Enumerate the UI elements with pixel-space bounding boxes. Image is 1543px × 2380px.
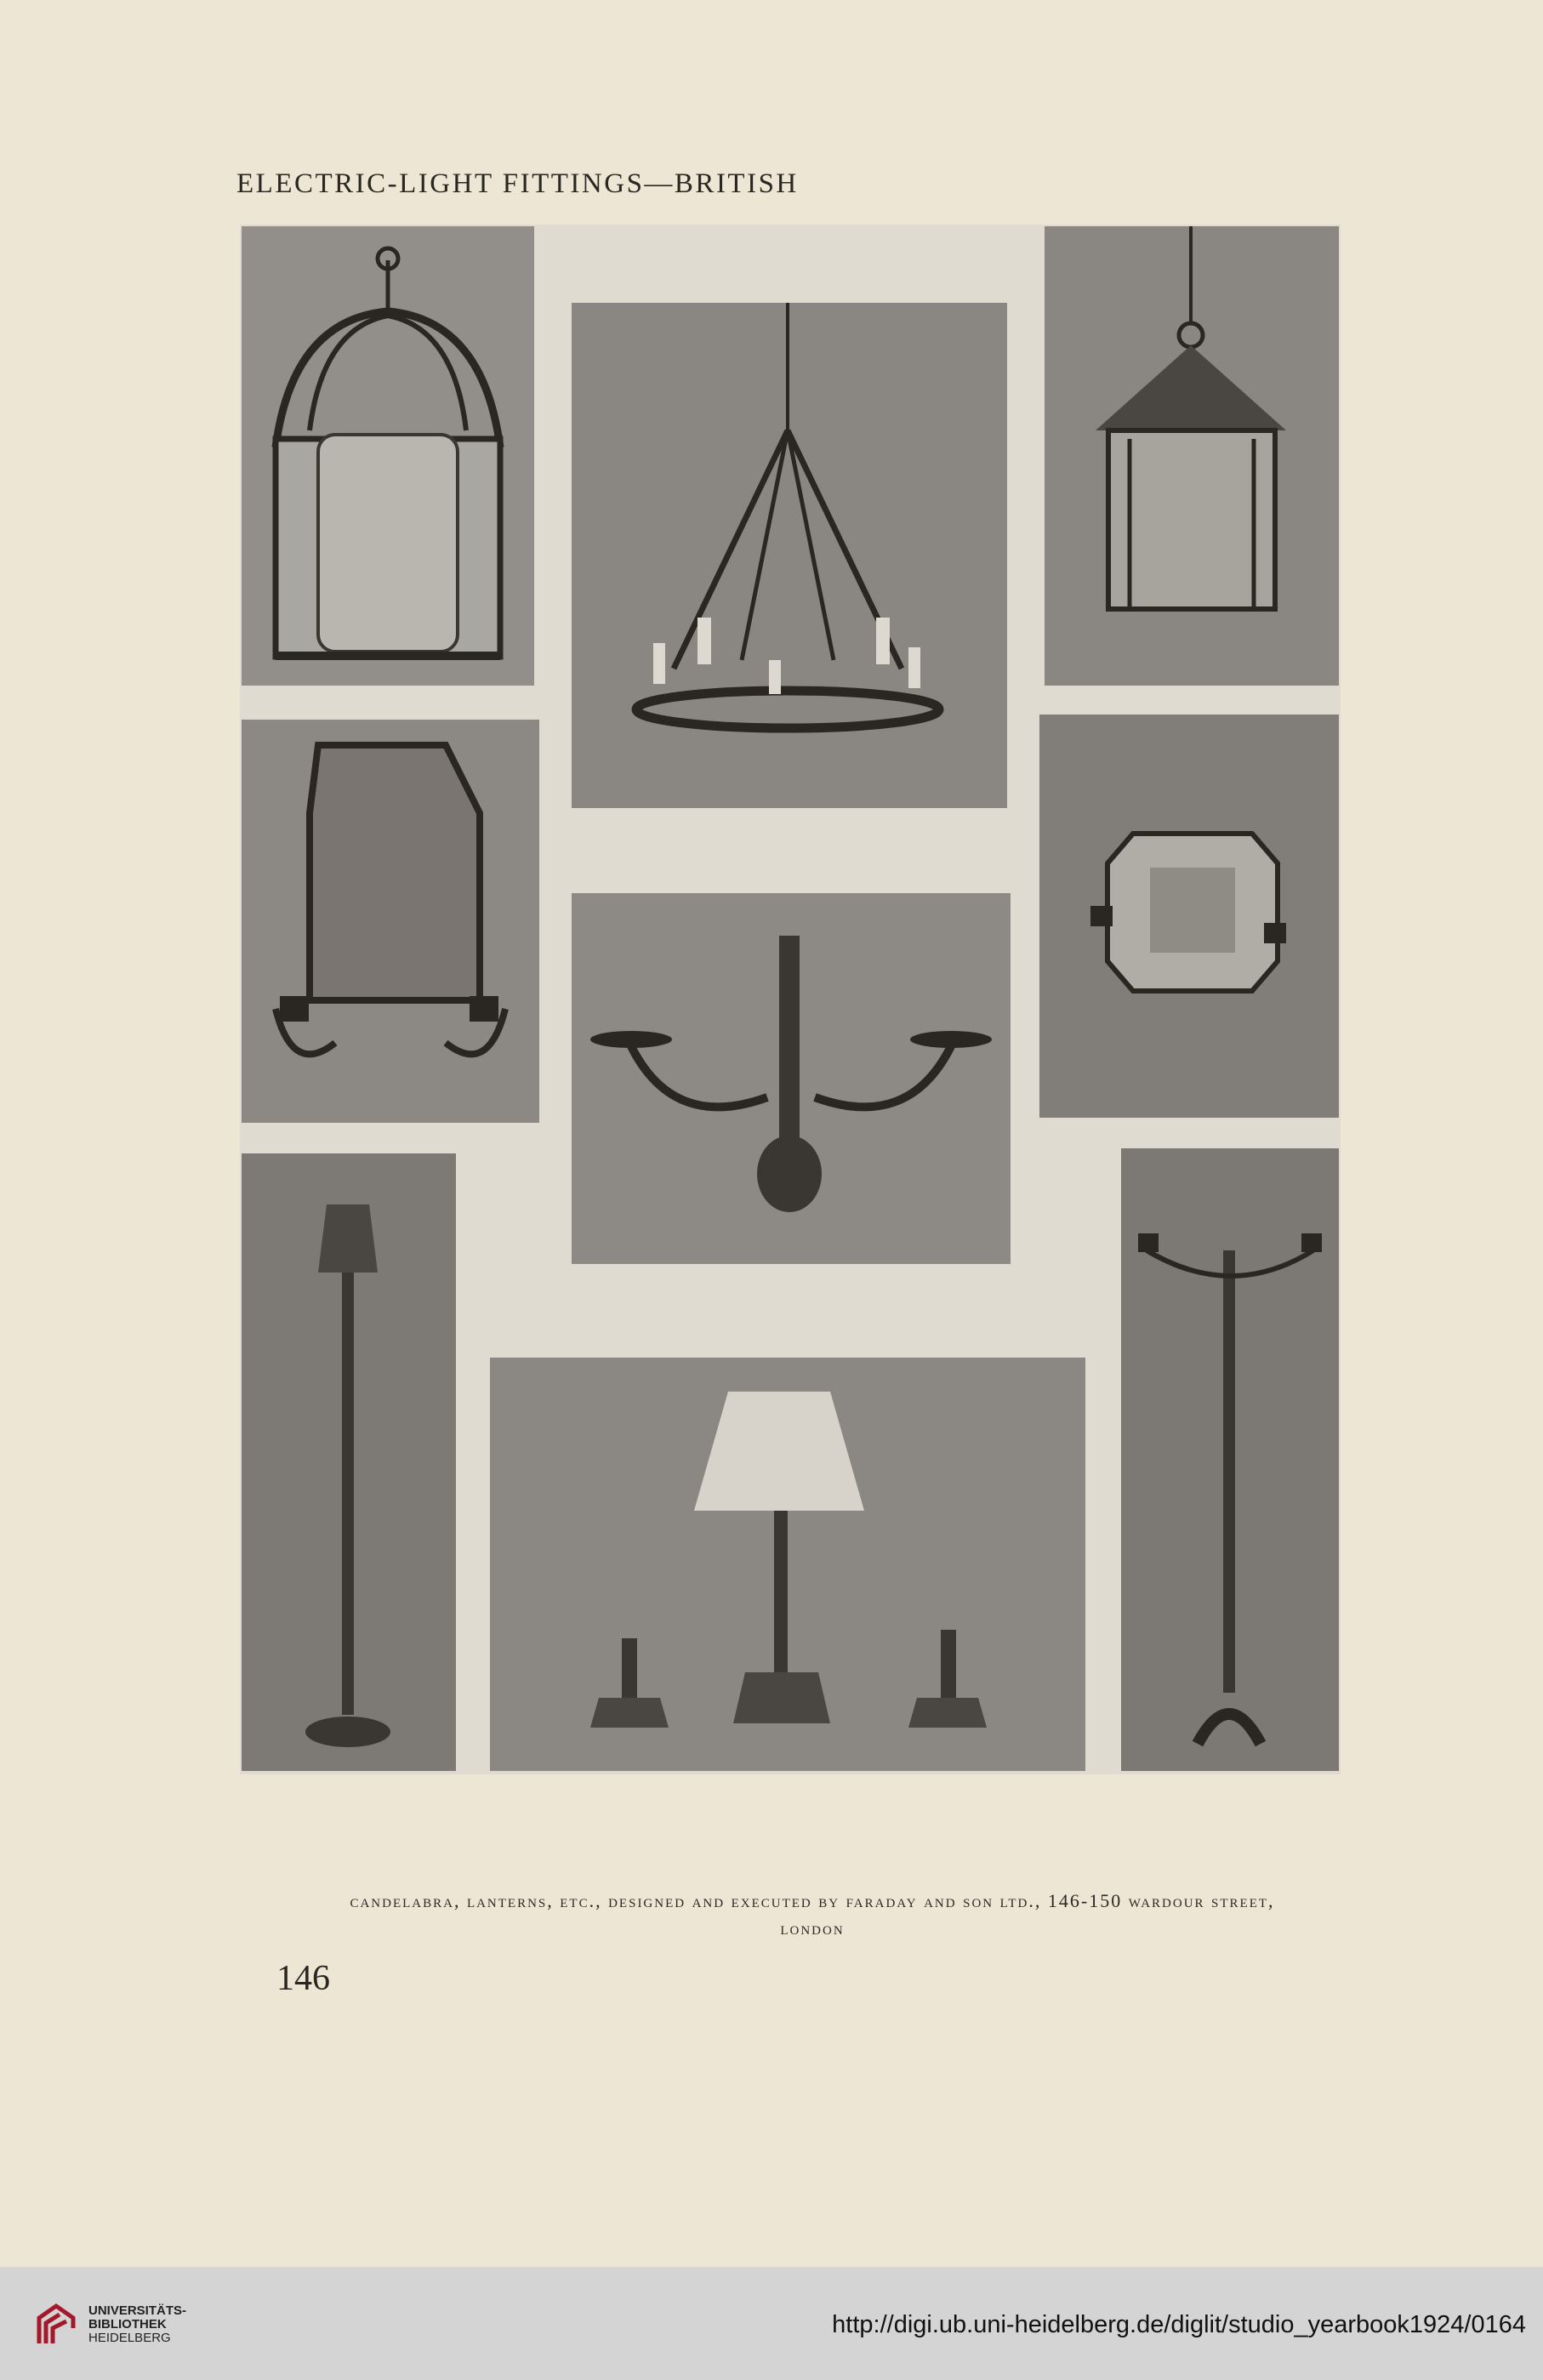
library-logo-icon [34,2299,78,2350]
photo-mirror-sconce [242,720,539,1123]
photo-conical-lantern [1045,226,1339,686]
photo-wall-sconce [1039,715,1339,1118]
photo-hanging-lantern [242,226,534,686]
library-name-line1: UNIVERSITÄTS- [88,2303,187,2318]
photo-standard-lamp [242,1153,456,1771]
photo-brass-chandelier [572,893,1011,1264]
photo-table-lamp [490,1358,1085,1771]
plate-caption-city: london [780,1917,845,1939]
photo-floor-candelabrum [1121,1148,1339,1771]
plate-caption: candelabra, lanterns, etc., designed and executed by faraday and son ltd., 146-150 wardour street, [350,1890,1275,1911]
library-name-line2: BIBLIOTHEK [88,2317,167,2332]
footer-bar [0,2267,1543,2380]
library-name [88,2304,186,2345]
running-head: ELECTRIC-LIGHT FITTINGS—BRITISH [236,168,799,199]
photo-chandelier [572,303,1007,808]
source-url-link[interactable]: http://digi.ub.uni-heidelberg.de/diglit/studio_yearbook1924/0164 [832,2311,1526,2338]
library-name-line3: HEIDELBERG [88,2331,171,2345]
page-number: 146 [276,1959,330,1998]
